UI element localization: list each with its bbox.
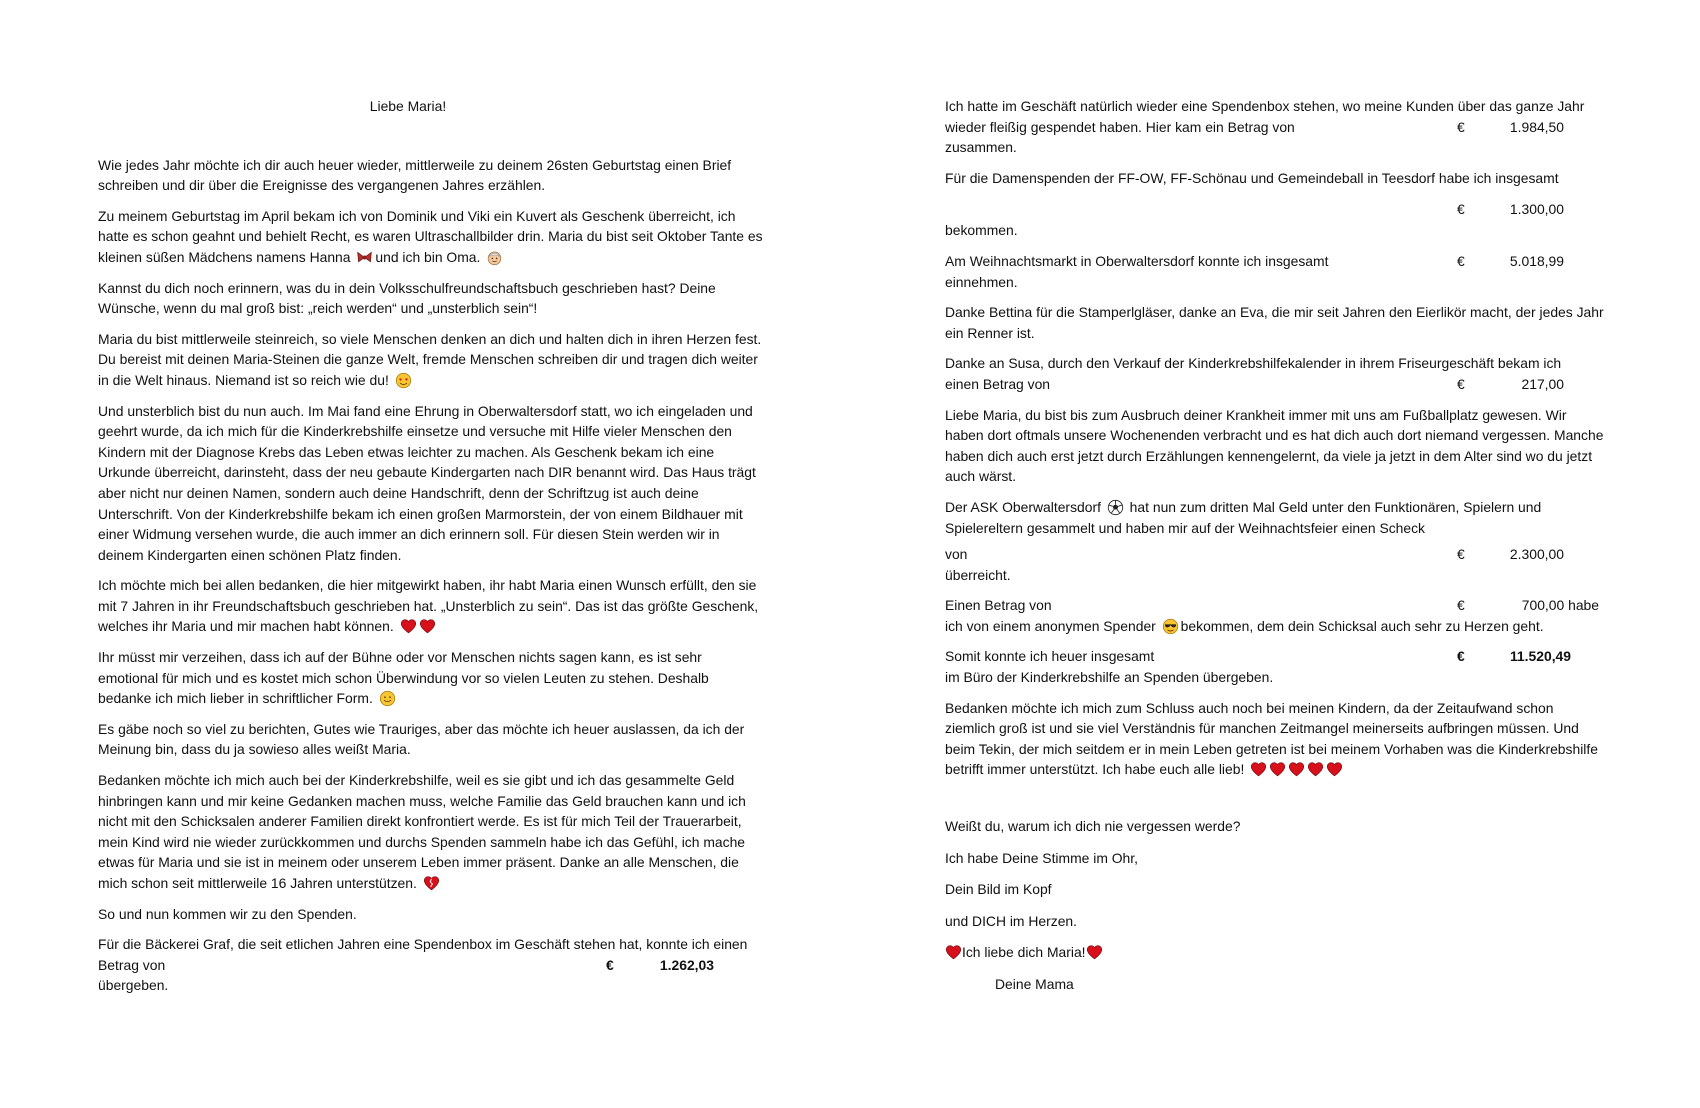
paragraph-text: Maria du bist mittlerweile steinreich, so viele Menschen denken an dich und halten dich in ihren Herzen fest. Du bereist mit deinen Maria-Steinen die ganze Welt, fremde Menschen schreiben dir und tragen dich weiter in die Welt hinaus. Niemand ist so reich wie du! bbox=[98, 330, 762, 388]
paragraph bbox=[98, 770, 763, 894]
sunglasses-icon bbox=[1162, 618, 1179, 635]
donation-total bbox=[945, 646, 1605, 687]
paragraph-text: Ich möchte mich bei allen bedanken, die hier mitgewirkt haben, ihr habt Maria einen Wunsch erfüllt, den sie mit 7 Jahren in ihr Freundschaftsbuch geschrieben hat. „Unsterblich zu sein“. Das ist das größte Geschenk, welches ihr Maria und mir machen habt können. bbox=[98, 577, 759, 635]
paragraph bbox=[945, 698, 1605, 780]
paragraph-text: Somit konnte ich heuer insgesamt bbox=[945, 648, 1155, 665]
paragraph-text: bekommen. bbox=[945, 222, 1018, 239]
heart-icon bbox=[1288, 761, 1305, 778]
letter-left-column bbox=[98, 96, 763, 1006]
paragraph-text: Zu meinem Geburtstag im April bekam ich von Dominik und Viki ein Kuvert als Geschenk überreicht, ich hatte es schon geahnt und behielt Recht, es waren Ultraschallbilder drin. Maria du bist seit Oktober Tante es kleinen süßen Mädchens namens Hanna bbox=[98, 207, 763, 265]
paragraph-text: im Büro der Kinderkrebshilfe an Spenden übergeben. bbox=[945, 669, 1274, 686]
closing-line: Dein Bild im Kopf bbox=[945, 881, 1052, 898]
paragraph-text: von bbox=[945, 546, 968, 563]
paragraph bbox=[98, 206, 763, 268]
paragraph-text: wieder fleißig gespendet haben. Hier kam ein Betrag von bbox=[945, 118, 1295, 135]
heart-icon bbox=[1269, 761, 1286, 778]
amount-value: 217,00 bbox=[1521, 375, 1564, 392]
paragraph-text: Bedanken möchte ich mich zum Schluss auch noch bei meinen Kindern, da der Zeitaufwand schon ziemlich groß ist und sie viel Verständnis für manchen Zeitmangel meinerseits aufbringen müssen. Und beim Tekin, der mich seitdem er in mein Leben getreten ist bei meinem Vorhaben was die Kinderkrebshilfe betrifft immer unterstützt. Ich habe euch alle lieb! bbox=[945, 699, 1598, 778]
currency-symbol: € bbox=[1457, 648, 1465, 665]
paragraph-text: Für die Damenspenden der FF-OW, FF-Schönau und Gemeindeball in Teesdorf habe ich insgesamt bbox=[945, 169, 1559, 186]
heart-icon bbox=[1326, 761, 1343, 778]
heart-eyes-icon bbox=[395, 372, 412, 389]
closing-text: Ich liebe dich Maria! bbox=[962, 944, 1086, 961]
currency-symbol: € bbox=[1457, 252, 1465, 269]
donation-bakery bbox=[98, 934, 763, 996]
donation-anonymous bbox=[945, 595, 1605, 636]
paragraph-text: hat nun zum dritten Mal Geld unter den Funktionären, Spielern und Spielereltern gesammelt und haben mir auf der Weihnachtsfeier einen Scheck bbox=[945, 498, 1542, 536]
amount-value: 700,00 habe bbox=[1521, 597, 1599, 614]
paragraph-text: einen Betrag von bbox=[945, 375, 1051, 392]
paragraph-text: einnehmen. bbox=[945, 273, 1018, 290]
soccer-ball-icon bbox=[1107, 499, 1124, 516]
donation-christmas-market bbox=[945, 251, 1605, 292]
donation-balls bbox=[945, 168, 1605, 241]
closing-line: und DICH im Herzen. bbox=[945, 912, 1078, 929]
donation-shop bbox=[945, 96, 1605, 158]
paragraph: Wie jedes Jahr möchte ich dir auch heuer wieder, mittlerweile zu deinem 26sten Geburtstag einen Brief schreiben und dir über die Ereignisse des vergangenen Jahres erzählen. bbox=[98, 156, 732, 194]
broken-heart-icon bbox=[423, 875, 440, 892]
paragraph-text: Am Weihnachtsmarkt in Oberwaltersdorf konnte ich insgesamt bbox=[945, 252, 1329, 269]
paragraph: Liebe Maria, du bist bis zum Ausbruch deiner Krankheit immer mit uns am Fußballplatz gewesen. Wir haben dort oftmals unsere Wochenenden verbracht und es hat dich auch dort niemand vergessen. Manche haben dich auch erst jetzt durch Erzählungen kennengelernt, da viele ja jetzt in dem Alter sind wo du jetzt auch wärst. bbox=[945, 406, 1604, 485]
paragraph-text: Einen Betrag von bbox=[945, 597, 1052, 614]
currency-symbol: € bbox=[1457, 546, 1465, 563]
heart-icon bbox=[1086, 944, 1103, 961]
paragraph-text: Danke an Susa, durch den Verkauf der Kinderkrebshilfekalender in ihrem Friseurgeschäft bekam ich bbox=[945, 355, 1562, 372]
currency-symbol: € bbox=[606, 956, 614, 973]
paragraph: Danke Bettina für die Stamperlgläser, danke an Eva, die mir seit Jahren den Eierlikör macht, der jedes Jahr ein Renner ist. bbox=[945, 304, 1604, 341]
bow-icon bbox=[356, 249, 373, 266]
donation-football-club bbox=[945, 497, 1605, 585]
paragraph-text: Ich hatte im Geschäft natürlich wieder eine Spendenbox stehen, wo meine Kunden über das ganze Jahr bbox=[945, 98, 1585, 114]
paragraph: Es gäbe noch so viel zu berichten, Gutes wie Trauriges, aber das möchte ich heuer auslassen, da ich der Meinung bin, dass du ja sowieso alles weißt Maria. bbox=[98, 720, 745, 758]
paragraph-text: Ihr müsst mir verzeihen, dass ich auf der Bühne oder vor Menschen nichts sagen kann, es ist sehr emotional für mich und es kostet mich schon Überwindung vor so vielen Leuten zu stehen. Deshalb bedanke ich mich lieber in schriftlicher Form. bbox=[98, 649, 709, 707]
amount-value: 2.300,00 bbox=[1509, 546, 1564, 563]
paragraph-text: und ich bin Oma. bbox=[375, 248, 481, 265]
grandma-icon bbox=[486, 249, 503, 266]
paragraph bbox=[98, 329, 763, 391]
heart-icon bbox=[1307, 761, 1324, 778]
letter-right-column bbox=[945, 96, 1605, 1005]
closing-line: Ich habe Deine Stimme im Ohr, bbox=[945, 849, 1139, 866]
paragraph-text: übergeben. bbox=[98, 977, 169, 994]
heart-icon bbox=[945, 944, 962, 961]
paragraph: Kannst du dich noch erinnern, was du in dein Volksschulfreundschaftsbuch geschrieben hast? Deine Wünsche, wenn du mal groß bist: „reich werden“ und „unsterblich sein“! bbox=[98, 279, 716, 317]
heart-icon bbox=[400, 618, 417, 635]
paragraph bbox=[98, 575, 763, 637]
heart-icon bbox=[419, 618, 436, 635]
smile-icon bbox=[379, 690, 396, 707]
currency-symbol: € bbox=[1457, 201, 1465, 218]
paragraph-text: zusammen. bbox=[945, 139, 1017, 156]
paragraph bbox=[98, 647, 763, 709]
signature: Deine Mama bbox=[995, 976, 1074, 992]
amount-value: 1.984,50 bbox=[1509, 118, 1564, 135]
amount-value: 1.262,03 bbox=[659, 956, 714, 973]
paragraph-text: ich von einem anonymen Spender bbox=[945, 617, 1156, 634]
closing-line: Weißt du, warum ich dich nie vergessen werde? bbox=[945, 818, 1241, 835]
donation-calendar bbox=[945, 353, 1605, 394]
currency-symbol: € bbox=[1457, 375, 1465, 392]
paragraph-text: Bedanken möchte ich mich auch bei der Kinderkrebshilfe, weil es sie gibt und ich das gesammelte Geld hinbringen kann und mir keine Gedanken machen muss, welche Familie das Geld brauchen kann und ich nicht mit den Schicksalen anderer Familien direkt konfrontiert werde. Es ist für mich Teil der Trauerarbeit, mein Kind wird nie wieder zurückkommen und durchs Spenden sammeln habe ich das Gefühl, ich mache etwas für Maria und sie ist in meinem oder unserem Leben immer präsent. Danke an alle Menschen, die mich schon seit mittlerweile 16 Jahren unterstützen. bbox=[98, 772, 746, 891]
paragraph-text: bekommen, dem dein Schicksal auch sehr zu Herzen geht. bbox=[1180, 617, 1544, 634]
paragraph-text: überreicht. bbox=[945, 566, 1011, 583]
currency-symbol: € bbox=[1457, 597, 1465, 614]
paragraph-text: Für die Bäckerei Graf, die seit etlichen Jahren eine Spendenbox im Geschäft stehen hat, konnte ich einen bbox=[98, 936, 748, 953]
closing-line bbox=[945, 942, 1605, 963]
amount-value: 1.300,00 bbox=[1509, 201, 1564, 218]
paragraph: Und unsterblich bist du nun auch. Im Mai fand eine Ehrung in Oberwaltersdorf statt, wo ich eingeladen und geehrt wurde, da ich mich für die Kinderkrebshilfe einsetze und versuche mit Hilfe vieler Menschen den Kindern mit der Diagnose Krebs das Leben etwas leichter zu machen. Als Geschenk bekam ich eine Urkunde überreicht, darinsteht, dass der neu gebaute Kindergarten nach DIR benannt wird. Das Haus trägt aber nicht nur deinen Namen, sondern auch deine Handschrift, denn der Schriftzug ist auch deine Unterschrift. Von der Kinderkrebshilfe bekam ich einen großen Marmorstein, der von einem Bildhauer mit einer Widmung versehen wurde, die auch immer an dich erinnern soll. Für diesen Stein werden wir in deinem Kindergarten einen schönen Platz finden. bbox=[98, 402, 756, 563]
paragraph-text: Der ASK Oberwaltersdorf bbox=[945, 498, 1101, 515]
amount-value: 11.520,49 bbox=[1509, 648, 1571, 665]
amount-value: 5.018,99 bbox=[1509, 252, 1564, 269]
paragraph: So und nun kommen wir zu den Spenden. bbox=[98, 905, 357, 922]
paragraph-text: Betrag von bbox=[98, 956, 166, 973]
salutation: Liebe Maria! bbox=[369, 98, 447, 114]
heart-icon bbox=[1250, 761, 1267, 778]
currency-symbol: € bbox=[1457, 118, 1465, 135]
